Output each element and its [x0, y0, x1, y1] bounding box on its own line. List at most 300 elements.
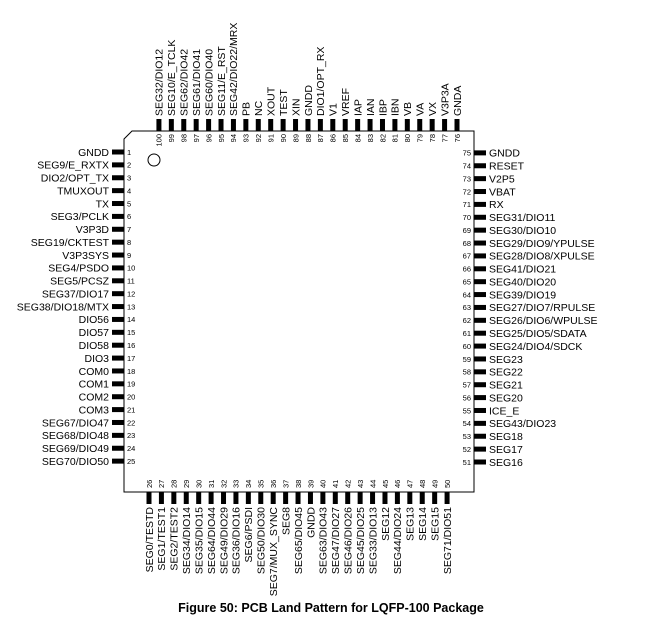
pin-signal-label: VA [414, 102, 427, 116]
pin-number: 14 [127, 315, 136, 325]
pin-signal-label: SEG30/DIO10 [489, 224, 557, 237]
pin-number: 82 [378, 134, 388, 143]
pin-number: 69 [462, 225, 471, 235]
pin-signal-label: GNDD [302, 85, 315, 116]
pin-pad [258, 492, 263, 504]
pin-signal-label: SEG47/DIO27 [330, 507, 343, 575]
pin-signal-label: V3P3SYS [62, 249, 109, 262]
pin-pad [268, 119, 273, 131]
pin-pad [474, 331, 486, 336]
pin-number: 38 [293, 479, 303, 488]
pin-pad [283, 492, 288, 504]
pin-pad [474, 202, 486, 207]
pin-pad [112, 446, 124, 451]
pin-number: 35 [256, 479, 266, 488]
pin-signal-label: DIO2/OPT_TX [40, 172, 109, 185]
pin-number: 29 [182, 479, 192, 488]
pin-pad [184, 492, 189, 504]
pin-pad [181, 119, 186, 131]
pin-number: 7 [127, 225, 132, 235]
pin-number: 44 [368, 479, 378, 488]
pin-signal-label: SEG8 [280, 507, 293, 536]
pin-pad [112, 381, 124, 386]
pin-pad [474, 318, 486, 323]
pin-number: 15 [127, 328, 136, 338]
pin-pad [221, 492, 226, 504]
pin-signal-label: SEG34/DIO14 [181, 507, 194, 575]
pin-number: 90 [278, 134, 288, 143]
pin-pad [305, 119, 310, 131]
pin-signal-label: DIO56 [78, 314, 109, 327]
pin-signal-label: SEG43/DIO23 [489, 418, 557, 431]
pin-signal-label: SEG19/CKTEST [30, 236, 109, 249]
pin-pad [169, 119, 174, 131]
pin-signal-label: SEG23 [489, 353, 523, 366]
pin-signal-label: VX [426, 101, 439, 116]
pin-number: 78 [427, 134, 437, 143]
pin-number: 21 [127, 405, 136, 415]
pin-signal-label: SEG6/PSDI [243, 507, 256, 563]
pin-signal-label: SEG16 [489, 456, 523, 469]
pin-number: 79 [415, 134, 425, 143]
pin-pad [196, 492, 201, 504]
pin-number: 66 [462, 264, 471, 274]
pin-pad [474, 241, 486, 246]
pin-signal-label: SEG65/DIO45 [292, 507, 305, 575]
pin-pad [474, 150, 486, 155]
pin-number: 68 [462, 238, 471, 248]
pin-pad [474, 447, 486, 452]
pin-number: 16 [127, 341, 136, 350]
pin-number: 85 [341, 134, 351, 143]
pin-signal-label: SEG70/DIO50 [41, 455, 109, 468]
pin-number: 70 [462, 213, 471, 223]
pin-number: 55 [462, 406, 471, 416]
pin-signal-label: SEG44/DIO24 [392, 507, 405, 575]
pin-number: 5 [127, 199, 132, 209]
pin-signal-label: GNDA [451, 85, 464, 116]
pin-number: 97 [191, 134, 201, 143]
pin-signal-label: SEG41/DIO21 [489, 263, 557, 276]
pin-pad [209, 492, 214, 504]
pin-signal-label: SEG7/MUX_SYNC [268, 507, 280, 597]
pin-number: 30 [194, 479, 204, 488]
pin-number: 63 [462, 303, 471, 313]
pin-pad [320, 492, 325, 504]
pin-signal-label: SEG2/TEST2 [168, 507, 181, 571]
pin-signal-label: SEG35/DIO15 [193, 507, 206, 575]
pin-signal-label: IBP [377, 99, 390, 116]
pin-number: 65 [462, 277, 471, 287]
pin-signal-labels [17, 23, 598, 597]
pin-number: 56 [462, 393, 471, 403]
pin-pad [407, 492, 412, 504]
pin-number: 81 [390, 134, 400, 143]
pin-signal-label: SEG21 [489, 379, 523, 392]
pin-signal-label: PB [240, 101, 253, 116]
pin-signal-label: SEG42/DIO22/MRX [228, 22, 241, 116]
pin-signal-label: SEG31/DIO11 [489, 212, 556, 225]
pin-pad [112, 188, 124, 193]
pin1-indicator-dot [148, 154, 160, 166]
pin-signal-label: SEG64/DIO44 [205, 507, 218, 575]
pin-number: 76 [452, 134, 462, 143]
pin-signal-label: SEG50/DIO30 [255, 507, 268, 575]
pin-signal-label: SEG26/DIO6/WPULSE [489, 315, 598, 328]
pin-pad [368, 119, 373, 131]
pin-number: 41 [331, 479, 341, 488]
pin-signal-label: SEG15 [429, 507, 442, 541]
pin-signal-label: NC [253, 100, 266, 116]
pin-signal-label: V2P5 [489, 173, 515, 186]
pin-pad [474, 434, 486, 439]
pin-number: 26 [144, 479, 154, 488]
pin-pad [405, 119, 410, 131]
pin-signal-label: RX [489, 199, 504, 212]
pin-signal-label: SEG62/DIO42 [178, 48, 191, 116]
pin-pad [112, 304, 124, 309]
pin-pad [112, 420, 124, 425]
pin-number: 89 [291, 134, 301, 143]
pin-pad [112, 343, 124, 348]
pin-number: 12 [127, 289, 136, 299]
pin-signal-label: SEG25/DIO5/SDATA [489, 328, 587, 340]
pin-number: 58 [462, 367, 471, 377]
pin-pad [293, 119, 298, 131]
pin-number: 32 [219, 479, 229, 488]
pin-signal-label: SEG39/DIO19 [489, 289, 557, 302]
pin-number: 18 [127, 366, 136, 376]
pin-pad [474, 279, 486, 284]
pin-signal-label: COM3 [78, 404, 109, 417]
pin-number: 17 [127, 353, 136, 363]
pin-pad [358, 492, 363, 504]
pin-pad [112, 265, 124, 270]
pin-signal-label: SEG1/TEST1 [156, 507, 169, 571]
pin-number: 95 [216, 134, 226, 143]
pin-pad [112, 162, 124, 167]
pin-signal-label: SEG20 [489, 392, 523, 405]
pin-pad [112, 150, 124, 155]
pin-signal-label: SEG36/DIO16 [230, 507, 243, 575]
pin-pad [474, 369, 486, 374]
figure-caption: Figure 50: PCB Land Pattern for LQFP-100 Package [178, 601, 484, 615]
pin-pad [231, 119, 236, 131]
pin-signal-label: SEG33/DIO13 [367, 507, 380, 575]
pin-signal-label: SEG63/DIO43 [317, 507, 330, 575]
pin-number: 72 [462, 187, 471, 197]
pin-pad [112, 214, 124, 219]
pin-number: 19 [127, 379, 136, 389]
pin-signal-label: SEG67/DIO47 [41, 417, 109, 430]
pin-pad [271, 492, 276, 504]
pin-pad [330, 119, 335, 131]
pin-signal-label: DIO1/OPT_RX [315, 46, 328, 116]
pin-number: 27 [157, 479, 167, 488]
pin-signal-label: SEG10/E_TCLK [166, 39, 179, 116]
pin-signal-label: DIO57 [78, 327, 109, 340]
pin-pad [474, 356, 486, 361]
pin-pad [345, 492, 350, 504]
pin-number: 84 [353, 134, 363, 143]
pin-number: 98 [179, 134, 189, 143]
pin-signal-label: SEG5/PCSZ [50, 275, 109, 288]
pin-signal-label: SEG0/TESTD [143, 507, 156, 573]
pin-pad [474, 382, 486, 387]
pin-signal-label: SEG40/DIO20 [489, 276, 557, 289]
pin-number: 9 [127, 250, 132, 260]
pin-signal-label: VBAT [489, 186, 516, 199]
pin-signal-label: SEG29/DIO9/YPULSE [489, 237, 595, 250]
pin-signal-label: SEG4/PSDO [48, 262, 109, 275]
pin-number: 80 [403, 134, 413, 143]
pin-pad [112, 356, 124, 361]
pin-number: 77 [440, 134, 450, 143]
pin-signal-label: SEG27/DIO7/RPULSE [489, 302, 596, 315]
pin-number: 94 [229, 134, 239, 143]
pin-signal-label: V3P3A [439, 83, 452, 116]
pin-pad [112, 394, 124, 399]
pin-signal-label: GNDD [78, 146, 109, 159]
pin-pad [474, 305, 486, 310]
pin-signal-label: XOUT [265, 86, 278, 116]
pin-number: 96 [204, 134, 214, 143]
pin-signal-label: SEG37/DIO17 [41, 288, 109, 301]
pin-pad [112, 459, 124, 464]
pin-pad [445, 492, 450, 504]
pin-signal-label: SEG13 [404, 507, 417, 541]
pin-signal-label: DIO3 [84, 352, 109, 365]
pin-pad [432, 492, 437, 504]
pin-signal-label: SEG49/DIO29 [218, 507, 231, 575]
pin-number: 4 [127, 186, 132, 196]
pin-pad [318, 119, 323, 131]
pin-signal-label: VREF [340, 87, 353, 116]
pin-number: 67 [462, 251, 471, 261]
pin-pad [243, 119, 248, 131]
pin-pad [112, 227, 124, 232]
pin-pad [296, 492, 301, 504]
pin-number: 74 [462, 161, 471, 171]
pin-number: 64 [462, 290, 471, 300]
pin-pad [474, 228, 486, 233]
pin-signal-label: IBN [389, 98, 402, 116]
pin-number: 28 [169, 479, 179, 488]
pin-number: 13 [127, 302, 136, 312]
pin-number: 100 [154, 134, 164, 147]
pin-number: 8 [127, 237, 132, 247]
pin-signal-label: SEG46/DIO26 [342, 507, 355, 575]
pin-number: 23 [127, 431, 136, 441]
pin-number: 31 [206, 479, 216, 488]
pin-number: 50 [442, 479, 452, 488]
pin-signal-label: SEG17 [489, 443, 523, 456]
pin-number: 57 [462, 380, 471, 390]
pin-number: 93 [241, 134, 251, 143]
pin-pad [147, 492, 152, 504]
pin-pad [474, 176, 486, 181]
pin-number: 10 [127, 263, 136, 273]
pin-pad [430, 119, 435, 131]
pin-pad [355, 119, 360, 131]
pin-signal-label: XIN [290, 98, 303, 116]
pin-signal-label: SEG45/DIO25 [354, 507, 367, 575]
pin-pad [171, 492, 176, 504]
pin-pad [474, 344, 486, 349]
pin-pad [281, 119, 286, 131]
pin-number: 33 [231, 479, 241, 488]
pin-signal-label: SEG18 [489, 431, 523, 444]
pin-signal-label: RESET [489, 160, 525, 173]
pin-number: 75 [462, 148, 471, 158]
pin-pad [112, 291, 124, 296]
pin-pad [194, 119, 199, 131]
pin-pad [455, 119, 460, 131]
pin-signal-label: IAN [364, 98, 377, 116]
pin-number: 11 [127, 276, 135, 286]
pin-signal-label: V3P3D [75, 224, 109, 237]
pin-pad [112, 240, 124, 245]
pin-pad [474, 395, 486, 400]
pin-number: 37 [281, 479, 291, 488]
pin-number: 61 [462, 329, 471, 338]
pin-number: 83 [365, 134, 375, 143]
pin-signal-label: SEG60/DIO40 [203, 48, 216, 116]
pin-pad [392, 119, 397, 131]
pin-number: 45 [380, 479, 390, 488]
pin-signal-label: SEG3/PCLK [50, 211, 109, 224]
pin-signal-label: SEG68/DIO48 [41, 430, 109, 443]
pin-number: 34 [244, 479, 254, 488]
pin-signal-label: IAP [352, 99, 365, 116]
pin-signal-label: TEST [277, 89, 290, 116]
pin-pad [380, 119, 385, 131]
pin-signal-label: VB [402, 101, 415, 116]
pin-number: 40 [318, 479, 328, 488]
pin-signal-label: SEG61/DIO41 [190, 48, 203, 116]
pin-number: 54 [462, 419, 471, 429]
pin-signal-label: ICE_E [489, 405, 520, 418]
pin-signal-label: SEG14 [417, 507, 430, 541]
pin-signal-label: COM2 [78, 391, 109, 404]
pin-number: 48 [418, 479, 428, 488]
pin-number: 71 [462, 200, 471, 210]
pin-number: 47 [405, 479, 415, 488]
pin-signal-label: TMUXOUT [57, 185, 109, 198]
pin-signal-label: DIO58 [78, 340, 109, 352]
pin-pad [474, 189, 486, 194]
pin-pad [370, 492, 375, 504]
pin-number: 49 [430, 479, 440, 488]
pin-number: 39 [306, 479, 316, 488]
pin-number: 73 [462, 174, 471, 184]
pin-number: 25 [127, 456, 136, 466]
pin-signal-label: SEG9/E_RXTX [37, 159, 109, 172]
pin-signal-label: SEG38/DIO18/MTX [16, 301, 109, 314]
pin-number: 2 [127, 160, 132, 170]
pin-pad [474, 408, 486, 413]
pin-pad [159, 492, 164, 504]
pin-number: 42 [343, 479, 353, 488]
pin-number: 99 [167, 134, 177, 143]
pin-signal-label: SEG22 [489, 366, 523, 379]
pin-pad [112, 317, 124, 322]
pin-pad [112, 407, 124, 412]
pin-pad [112, 433, 124, 438]
pin-pad [474, 163, 486, 168]
pin-pad [112, 201, 124, 206]
pin-signal-label: GNDD [305, 507, 318, 538]
pin-number: 20 [127, 392, 136, 402]
pin-pad [474, 266, 486, 271]
pin-number: 46 [393, 479, 403, 488]
pin-signal-label: SEG24/DIO4/SDCK [489, 340, 583, 353]
pin-signal-label: SEG71/DIO51 [441, 507, 454, 575]
pin-pad [474, 460, 486, 465]
pin-pad [343, 119, 348, 131]
pin-signal-label: COM0 [78, 365, 109, 378]
pin-number: 51 [462, 457, 471, 467]
pin-signal-label: SEG12 [379, 507, 392, 541]
pin-signal-label: SEG28/DIO8/XPULSE [489, 250, 595, 263]
pin-pad [382, 492, 387, 504]
pin-pad [420, 492, 425, 504]
pin-number: 53 [462, 432, 471, 442]
pin-number: 36 [269, 479, 278, 488]
pin-pad [219, 119, 224, 131]
pin-number: 52 [462, 444, 471, 454]
pin-pad [246, 492, 251, 504]
pin-signal-label: V1 [327, 103, 340, 116]
pin-pad [474, 292, 486, 297]
pin-pad [112, 253, 124, 258]
pin-number: 87 [316, 134, 326, 143]
pin-number: 3 [127, 173, 132, 183]
pin-pad [442, 119, 447, 131]
pin-pad [112, 175, 124, 180]
pin-number: 24 [127, 444, 136, 454]
pin-pad [112, 330, 124, 335]
pin-number: 59 [462, 354, 471, 364]
pin-pad [156, 119, 161, 131]
pin-number: 91 [266, 134, 276, 143]
pin-signal-label: SEG69/DIO49 [41, 443, 109, 456]
pin-pad [474, 421, 486, 426]
pin-pad [233, 492, 238, 504]
pin-signal-label: GNDD [489, 147, 520, 160]
pin-number: 6 [127, 212, 132, 222]
pin-pad [308, 492, 313, 504]
pin-number: 86 [328, 134, 338, 143]
pin-pad [206, 119, 211, 131]
pin-pad [256, 119, 261, 131]
pin-numbers [127, 134, 471, 488]
pin-number: 60 [462, 341, 471, 351]
pin-pad [112, 278, 124, 283]
pin-number: 1 [127, 147, 132, 157]
pin-pads [112, 119, 486, 504]
pin-number: 43 [355, 479, 365, 488]
pin-pad [112, 368, 124, 373]
pin-pad [333, 492, 338, 504]
pin-number: 92 [254, 134, 264, 143]
pin-number: 22 [127, 418, 136, 428]
pin-signal-label: TX [95, 198, 109, 211]
pin-pad [474, 215, 486, 220]
pin-number: 62 [462, 316, 471, 326]
package-body-outline [124, 131, 474, 492]
pin-signal-label: SEG11/E_RST [215, 46, 228, 116]
